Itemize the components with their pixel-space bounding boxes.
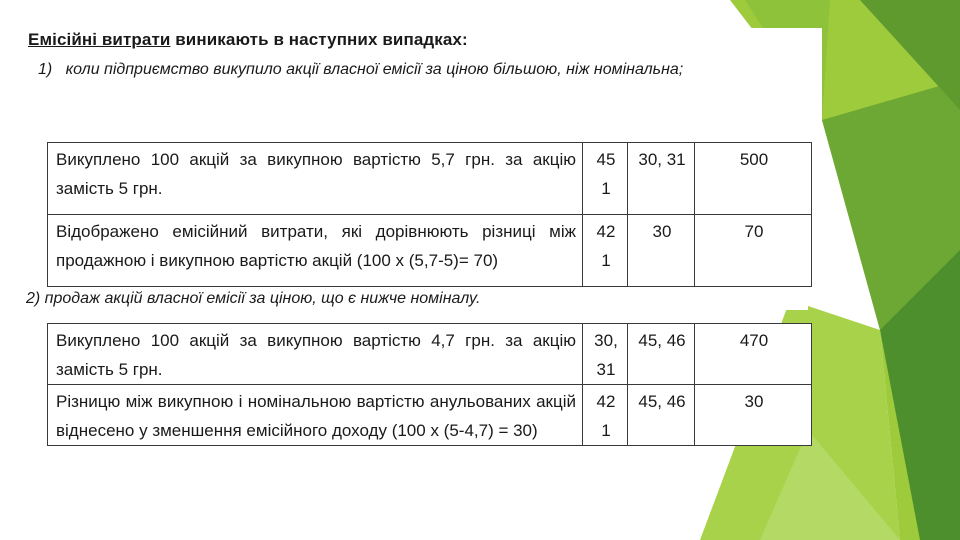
row-amount: 470 — [695, 324, 812, 385]
row-debit-account: 30, 31 — [583, 324, 628, 385]
table-row — [48, 324, 812, 385]
page-heading — [28, 30, 468, 50]
row-amount: 70 — [695, 215, 812, 287]
entries-table-1 — [47, 142, 812, 287]
table-row — [48, 385, 812, 446]
case-2-paragraph: 2) продаж акцій власної емісії за ціною, що є нижче номіналу. — [26, 290, 481, 307]
row-credit-account: 45, 46 — [628, 324, 695, 385]
row-description: Відображено емісійний витрати, які дорівнюють різниці між продажною і викупною вартістю акцій (100 х (5,7-5)= 70) — [48, 215, 583, 287]
entries-table-2 — [47, 323, 812, 446]
row-description: Викуплено 100 акцій за викупною вартістю 5,7 грн. за акцію замість 5 грн. — [48, 143, 583, 215]
row-credit-account: 45, 46 — [628, 385, 695, 446]
heading-underlined: Емісійні витрати — [28, 30, 171, 49]
row-debit-account: 42 1 — [583, 215, 628, 287]
heading-rest: виникають в наступних випадках: — [170, 30, 468, 49]
table-row — [48, 143, 812, 215]
row-credit-account: 30, 31 — [628, 143, 695, 215]
row-amount: 30 — [695, 385, 812, 446]
row-credit-account: 30 — [628, 215, 695, 287]
case-1-paragraph — [26, 58, 822, 81]
row-description: Викуплено 100 акцій за викупною вартістю 4,7 грн. за акцію замість 5 грн. — [48, 324, 583, 385]
row-description: Різницю між викупною і номінальною вартістю анульованих акцій віднесено у зменшення емісійного доходу (100 х (5-4,7) = 30) — [48, 385, 583, 446]
case-1-text: коли підприємство викупило акції власної емісії за ціною більшою, ніж номінальна; — [65, 61, 684, 78]
table-row — [48, 215, 812, 287]
row-debit-account: 45 1 — [583, 143, 628, 215]
row-debit-account: 42 1 — [583, 385, 628, 446]
row-amount: 500 — [695, 143, 812, 215]
case-1-number: 1) — [38, 61, 53, 78]
